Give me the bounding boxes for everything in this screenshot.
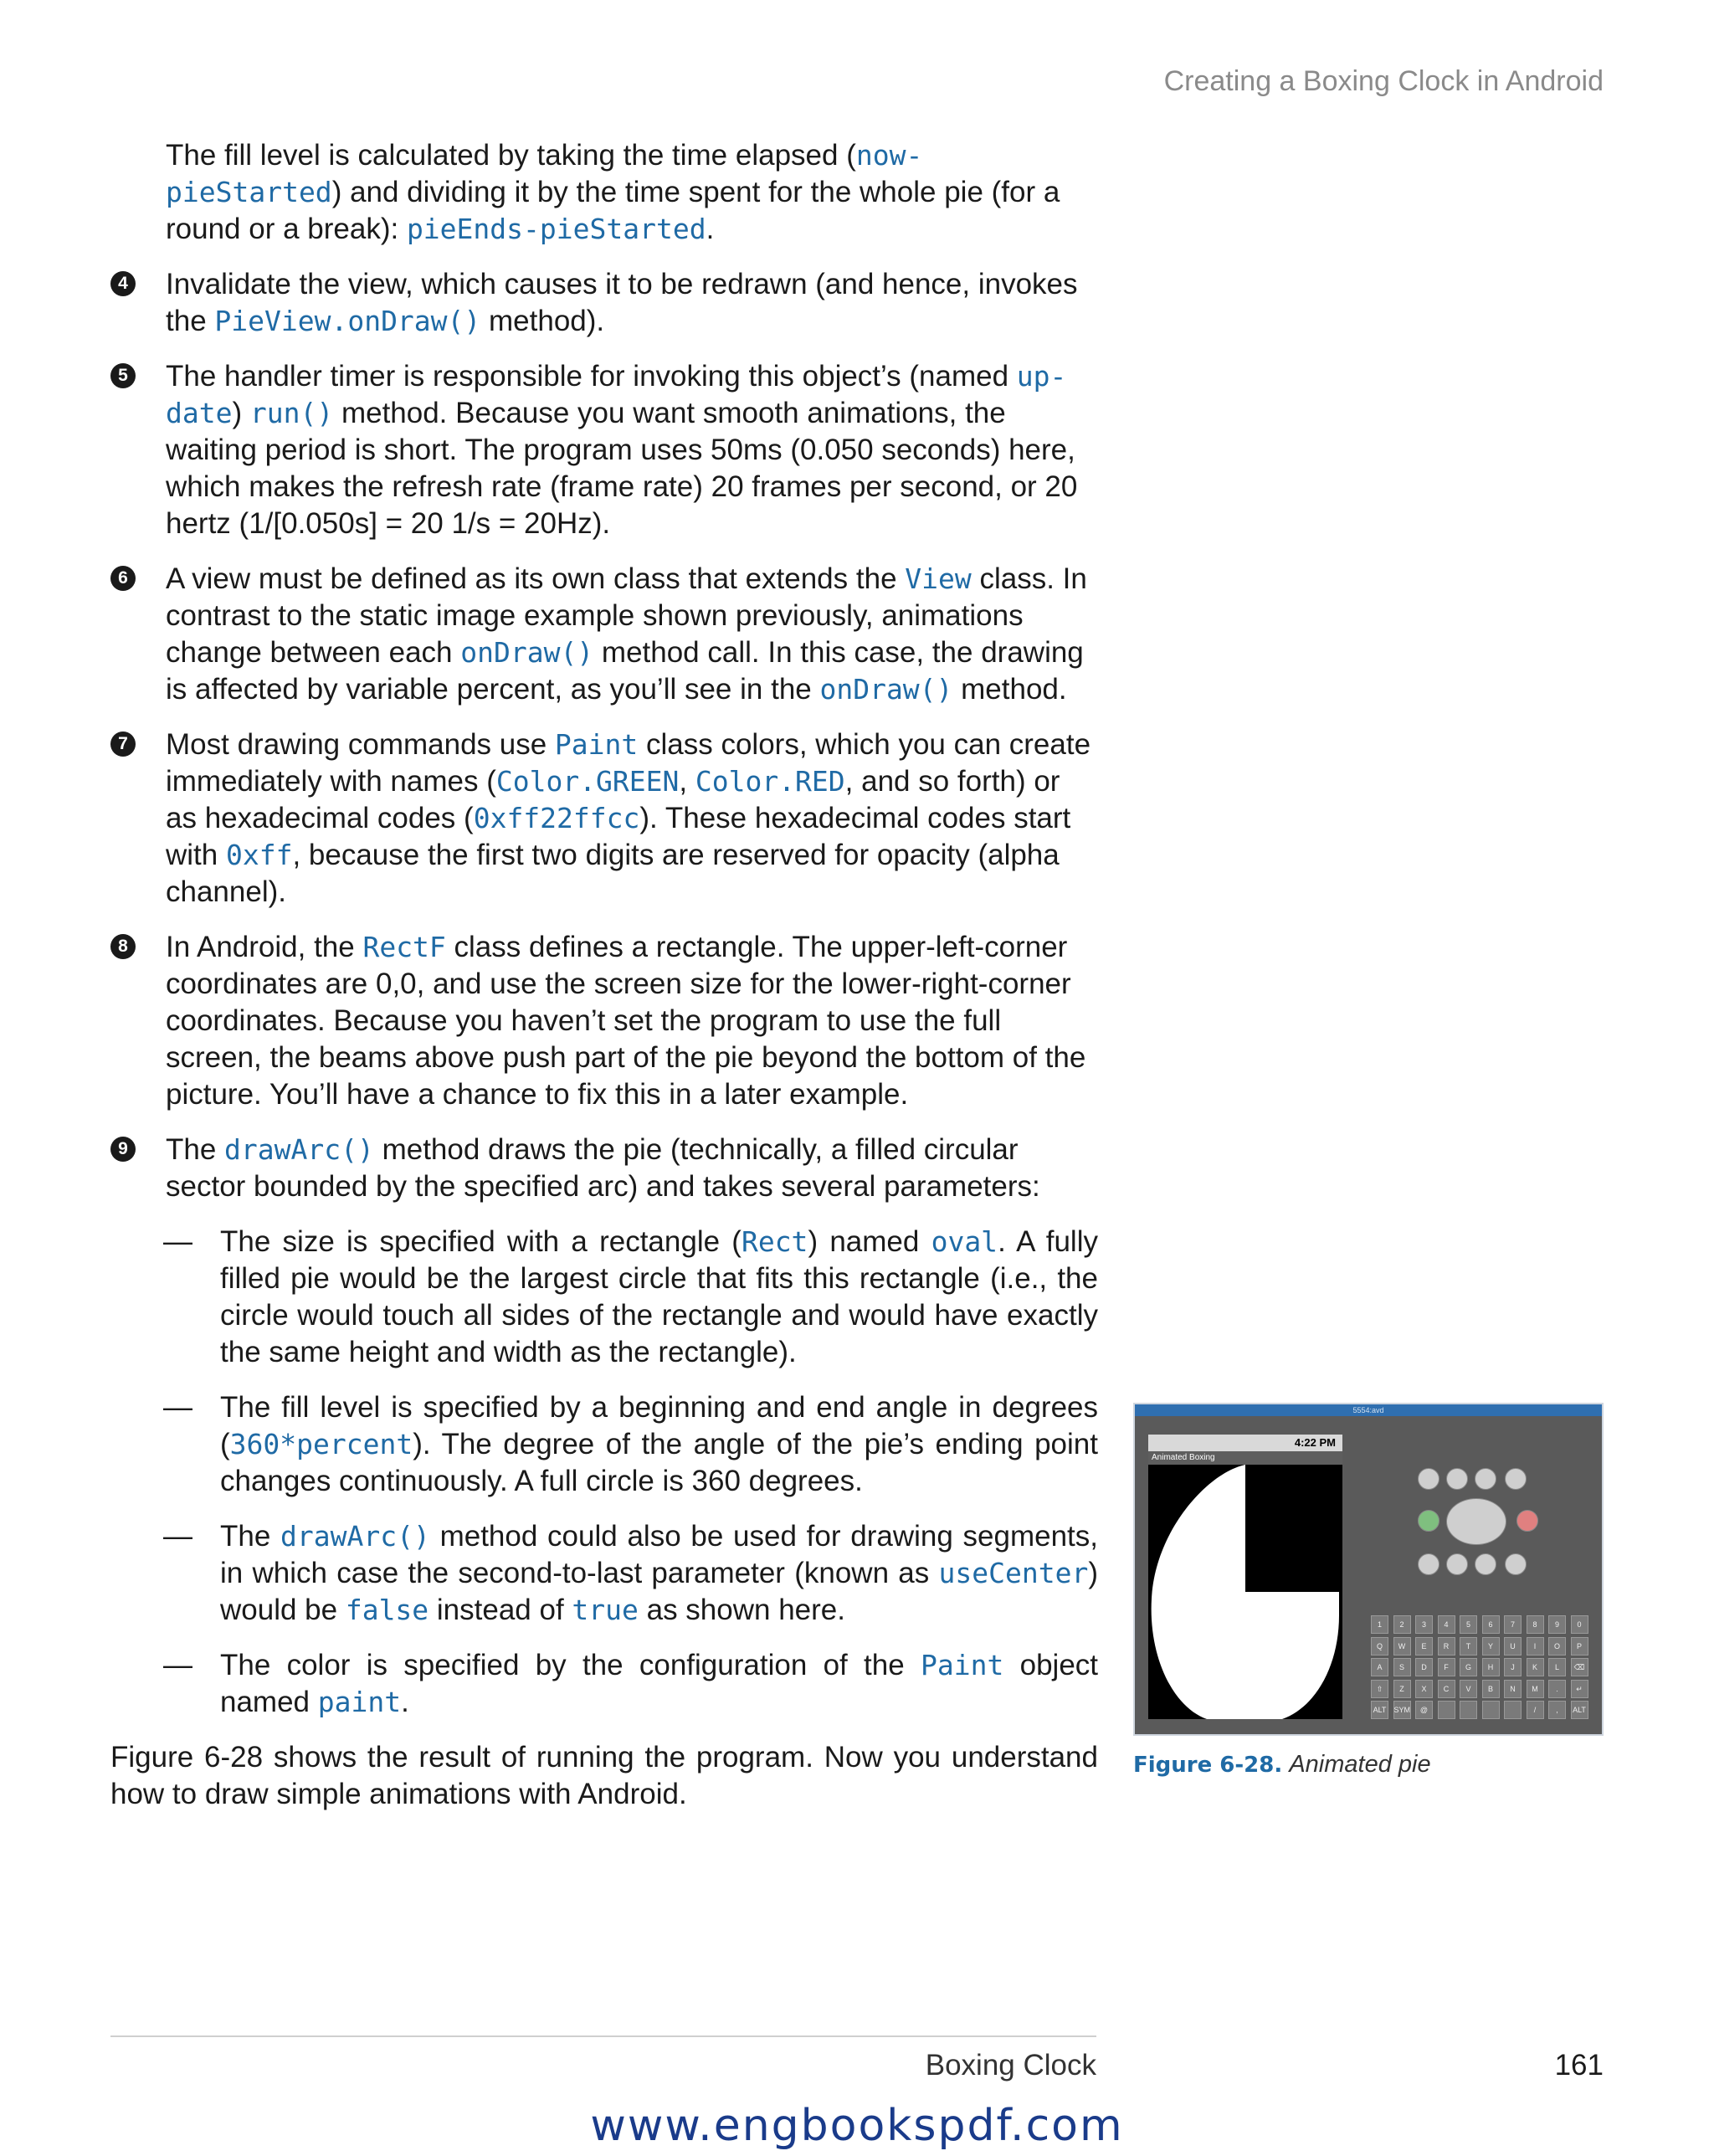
keyboard-key [1504,1701,1522,1719]
keyboard-key: P [1571,1637,1588,1656]
callout-number: 7 [110,732,136,757]
keyboard-key: Y [1482,1637,1500,1656]
list-item: 6 A view must be defined as its own class that extends the View class. In contrast to the static image example shown previously, animations change between each onDraw() method call. In this case, the drawing is affected by variable percent, as you’ll see in the onDraw() method. [166,561,1098,708]
sub-list-item: — The color is specified by the configuration of the Paint object named paint. [163,1649,1099,1718]
keyboard-key: 1 [1371,1615,1388,1634]
keyboard-key: ALT [1371,1701,1388,1719]
callout-number: 4 [110,271,136,296]
keyboard-key: 6 [1482,1615,1500,1634]
keyboard-key: L [1548,1658,1566,1676]
figure-label: Figure 6-28. [1133,1753,1283,1778]
keyboard-key: . [1548,1680,1566,1698]
keyboard-key: / [1527,1701,1544,1719]
app-title-bar: Animated Boxing [1148,1451,1342,1465]
keyboard-key: V [1460,1680,1477,1698]
emulator-keyboard [1371,1615,1593,1722]
keyboard-key: F [1438,1658,1455,1676]
keyboard-key: 5 [1460,1615,1477,1634]
keyboard-key: T [1460,1637,1477,1656]
footer-rule [110,2035,1096,2037]
keyboard-key: 0 [1571,1615,1588,1634]
keyboard-key: ⌫ [1571,1658,1588,1676]
keyboard-key: U [1504,1637,1522,1656]
watermark: www.engbookspdf.com [590,2101,1124,2151]
keyboard-key: A [1371,1658,1388,1676]
keyboard-key: 8 [1527,1615,1544,1634]
keyboard-key: W [1393,1637,1411,1656]
sub-list-item: — The fill level is specified by a beginning and end angle in degrees (360*percent). The degree of the angle of the pie’s ending point changes continuously. A full circle is 360 degrees. [163,1391,1098,1497]
sub-list-item: — The drawArc() method could also be used for drawing segments, in which case the second-to-last parameter (known as useCenter) would be false instead of true as shown here. [163,1520,1098,1626]
list-item: 4 Invalidate the view, which causes it to be redrawn (and hence, invokes the PieView.onDraw() method). [166,266,1098,340]
search-icon [1505,1553,1527,1575]
keyboard-key: ⇧ [1371,1680,1388,1698]
callout-number: 5 [110,363,136,388]
keyboard-key: 7 [1504,1615,1522,1634]
keyboard-key: Z [1393,1680,1411,1698]
callout-number: 9 [110,1137,136,1162]
menu-icon [1446,1553,1468,1575]
volume-down-icon [1446,1468,1468,1490]
keyboard-key: ↵ [1571,1680,1588,1698]
call-icon [1418,1510,1439,1532]
keyboard-key: N [1504,1680,1522,1698]
keyboard-key: M [1527,1680,1544,1698]
keyboard-key: C [1438,1680,1455,1698]
closing-paragraph: Figure 6-28 shows the result of running the program. Now you understand how to draw simple animations with Android. [110,1741,1098,1810]
keyboard-key [1482,1701,1500,1719]
keyboard-key [1438,1701,1455,1719]
keyboard-key: ALT [1571,1701,1588,1719]
keyboard-key: 2 [1393,1615,1411,1634]
keyboard-key: O [1548,1637,1566,1656]
power-icon [1505,1468,1527,1490]
keyboard-key: @ [1415,1701,1433,1719]
phone-screen [1148,1435,1342,1719]
callout-number: 8 [110,934,136,959]
home-icon [1418,1553,1439,1575]
keyboard-key: 9 [1548,1615,1566,1634]
keyboard-key: , [1548,1701,1566,1719]
keyboard-key: Q [1371,1637,1388,1656]
keyboard-key: SYM [1393,1701,1411,1719]
emulator-screenshot [1133,1403,1604,1736]
footer-section-title: Boxing Clock [925,2049,1096,2082]
window-titlebar [1135,1404,1602,1416]
figure-caption [1133,1749,1431,1780]
keyboard-key: D [1415,1658,1433,1676]
keyboard-key: S [1393,1658,1411,1676]
animated-pie [1148,1465,1342,1719]
keyboard-key: R [1438,1637,1455,1656]
keyboard-key [1460,1701,1477,1719]
callout-number: 6 [110,566,136,591]
end-call-icon [1516,1510,1538,1532]
sub-list-item: — The size is specified with a rectangle (Rect) named oval. A fully filled pie would be the largest circle that fits this rectangle (i.e., the circle would touch all sides of the rectangle and would have exactly the same height and width as the rectangle). [163,1225,1098,1368]
keyboard-key: G [1460,1658,1477,1676]
volume-up-icon [1475,1468,1496,1490]
page-body [110,137,1098,1813]
keyboard-key: 4 [1438,1615,1455,1634]
keyboard-key: K [1527,1658,1544,1676]
intro-paragraph: The fill level is calculated by taking the time elapsed (now-pieStarted) and dividing it by the time spent for the whole pie (for a round or a break): pieEnds-pieStarted. [166,139,1060,245]
list-item: 5 The handler timer is responsible for invoking this object’s (named up-date) run() method. Because you want smooth animations, the waiting period is short. The program uses 50ms (0.050 seconds) here, which makes the refresh rate (frame rate) 20 frames per second, or 20 hertz (1/[0.050s] = 20 1/s = 20Hz). [166,358,1098,542]
keyboard-key: J [1504,1658,1522,1676]
list-item: 8 In Android, the RectF class defines a rectangle. The upper-left-corner coordinates are 0,0, and use the screen size for the lower-right-corner coordinates. Because you haven’t set the program to use the full screen, the beams above push part of the pie beyond the bottom of the picture. You’ll have a chance to fix this in a later example. [166,929,1098,1113]
keyboard-key: 3 [1415,1615,1433,1634]
keyboard-key: B [1482,1680,1500,1698]
keyboard-key: I [1527,1637,1544,1656]
window-title: 5554:avd [1352,1406,1384,1414]
keyboard-key: H [1482,1658,1500,1676]
back-icon [1475,1553,1496,1575]
figure-caption-text: Animated pie [1289,1751,1431,1778]
list-item: 7 Most drawing commands use Paint class colors, which you can create immediately with names (Color.GREEN, Color.RED, and so forth) or as hexadecimal codes (0xff22ffcc). These hexadecimal codes start with 0xff, because the first two digits are reserved for opacity (alpha channel). [166,726,1098,911]
keyboard-key: X [1415,1680,1433,1698]
page-number: 161 [1554,2049,1604,2082]
status-bar [1148,1435,1342,1451]
keyboard-key: E [1415,1637,1433,1656]
status-time: 4:22 PM [1294,1436,1336,1449]
camera-button-icon [1418,1468,1439,1490]
list-item: 9 The drawArc() method draws the pie (technically, a filled circular sector bounded by the specified arc) and takes several parameters: [166,1132,1098,1205]
running-header: Creating a Boxing Clock in Android [1163,65,1604,97]
dpad-icon [1446,1498,1506,1545]
